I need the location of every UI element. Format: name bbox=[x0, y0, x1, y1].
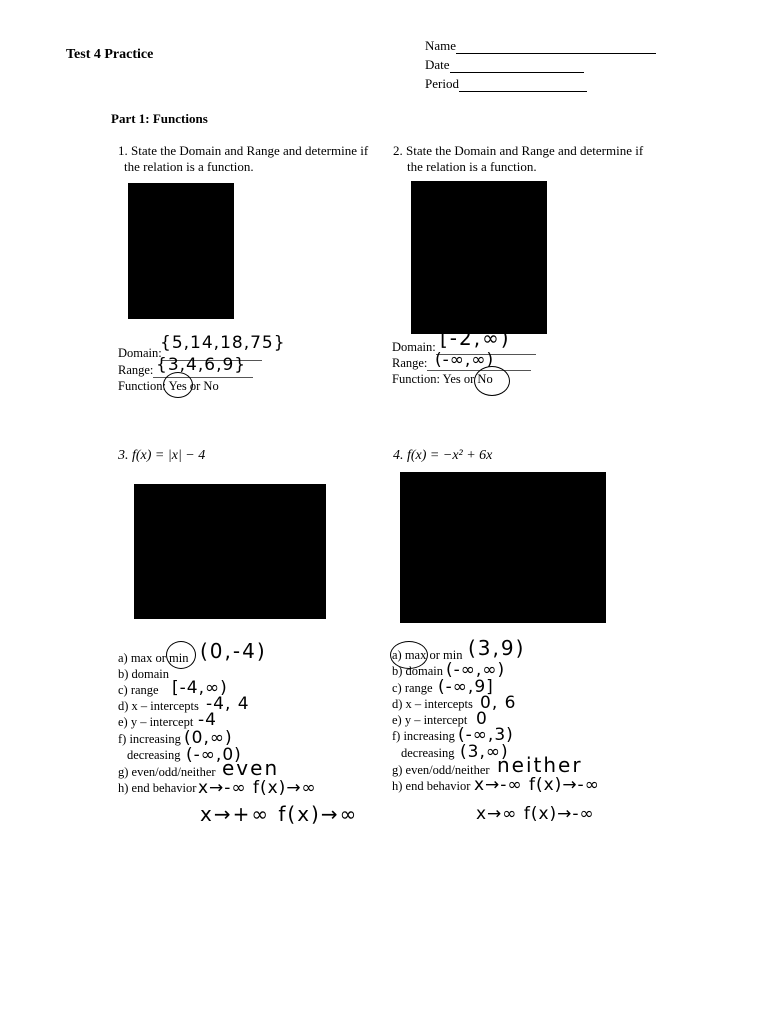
q4-item-a: a) max or min bbox=[392, 648, 463, 662]
q1-prompt bbox=[118, 143, 368, 175]
q3-item-d: d) x – intercepts bbox=[118, 699, 199, 713]
q3-answer-f: (0,∞) bbox=[184, 728, 233, 748]
q3-answer-f2: (-∞,0) bbox=[186, 745, 242, 765]
q4-answer-c: (-∞,9] bbox=[438, 677, 494, 697]
q4-answer-e: 0 bbox=[476, 709, 488, 729]
q1-prompt-line1: 1. State the Domain and Range and determine if bbox=[118, 143, 369, 158]
q3-item-c: c) range bbox=[118, 683, 159, 697]
q3-answer-e: -4 bbox=[198, 710, 217, 730]
date-label: Date bbox=[425, 57, 450, 72]
q3-item-e: e) y – intercept bbox=[118, 715, 194, 729]
q3-item-a: a) max or min bbox=[118, 651, 189, 665]
q4-item-h: h) end behavior bbox=[392, 779, 471, 793]
q1-function-field: Function: Yes or No bbox=[118, 379, 219, 393]
q4-redacted-graph bbox=[400, 472, 606, 623]
q3-answer-c: [-4,∞) bbox=[172, 678, 228, 698]
name-field bbox=[425, 38, 656, 54]
q4-answer-d: 0, 6 bbox=[480, 693, 517, 713]
q1-domain-answer: {5,14,18,75} bbox=[160, 333, 286, 353]
q4-answer-h2: x→∞ f(x)→-∞ bbox=[476, 804, 595, 824]
q4-equation: 4. f(x) = −x² + 6x bbox=[393, 448, 493, 463]
q3-item-b: b) domain bbox=[118, 667, 170, 681]
q1-prompt-line2: the relation is a function. bbox=[124, 159, 254, 174]
q1-redacted-image bbox=[128, 183, 234, 319]
q4-item-d: d) x – intercepts bbox=[392, 697, 473, 711]
q3-answer-d: -4, 4 bbox=[206, 694, 250, 714]
q4-item-f2: decreasing bbox=[401, 746, 455, 760]
date-field bbox=[425, 57, 584, 73]
q4-answer-g: neither bbox=[497, 753, 583, 777]
q1-domain-label: Domain: bbox=[118, 346, 162, 360]
q4-answer-b: (-∞,∞) bbox=[446, 660, 506, 680]
q3-answer-a: (0,-4) bbox=[200, 639, 267, 663]
date-blank bbox=[450, 59, 584, 73]
q2-no-circle bbox=[474, 366, 510, 396]
q1-yes-circle bbox=[163, 372, 193, 398]
q3-item-g: g) even/odd/neither bbox=[118, 765, 216, 779]
q1-range-answer: {3,4,6,9} bbox=[156, 355, 247, 375]
q3-answer-h1: x→-∞ f(x)→∞ bbox=[198, 778, 317, 798]
q2-domain-label: Domain: bbox=[392, 340, 436, 354]
q3-item-f: f) increasing bbox=[118, 732, 181, 746]
q3-equation: 3. f(x) = |x| − 4 bbox=[118, 448, 206, 463]
q2-prompt bbox=[393, 143, 643, 175]
q2-prompt-line2: the relation is a function. bbox=[407, 159, 537, 174]
q3-min-circle bbox=[166, 641, 196, 669]
q4-item-f: f) increasing bbox=[392, 729, 455, 743]
q4-item-c: c) range bbox=[392, 681, 433, 695]
name-blank bbox=[456, 40, 656, 54]
part1-heading: Part 1: Functions bbox=[111, 111, 208, 126]
q4-item-g: g) even/odd/neither bbox=[392, 763, 490, 777]
q2-domain-answer: [-2,∞) bbox=[440, 326, 511, 350]
q3-item-h: h) end behavior bbox=[118, 781, 197, 795]
q2-prompt-line1: 2. State the Domain and Range and determine if bbox=[393, 143, 644, 158]
q4-item-b: b) domain bbox=[392, 664, 444, 678]
q2-redacted-image bbox=[411, 181, 547, 334]
q4-answer-h1: x→-∞ f(x)→-∞ bbox=[474, 775, 600, 795]
period-field bbox=[425, 76, 587, 92]
worksheet-title: Test 4 Practice bbox=[66, 47, 154, 62]
name-label: Name bbox=[425, 38, 457, 53]
q4-answer-f2: (3,∞) bbox=[460, 742, 509, 762]
period-blank bbox=[459, 78, 587, 92]
q2-range-answer: (-∞,∞) bbox=[435, 350, 495, 370]
q3-answer-g: even bbox=[222, 756, 280, 780]
q3-redacted-graph bbox=[134, 484, 326, 619]
q4-answer-a: (3,9) bbox=[468, 636, 526, 660]
q3-answer-h2: x→+∞ f(x)→∞ bbox=[200, 802, 359, 826]
q3-item-f2: decreasing bbox=[127, 748, 181, 762]
q2-range-label: Range: bbox=[392, 356, 428, 370]
period-label: Period bbox=[425, 76, 459, 91]
q2-function-field: Function: Yes or No bbox=[392, 372, 493, 386]
q1-range-label: Range: bbox=[118, 363, 154, 377]
q4-item-e: e) y – intercept bbox=[392, 713, 468, 727]
q4-answer-f: (-∞,3) bbox=[458, 725, 514, 745]
